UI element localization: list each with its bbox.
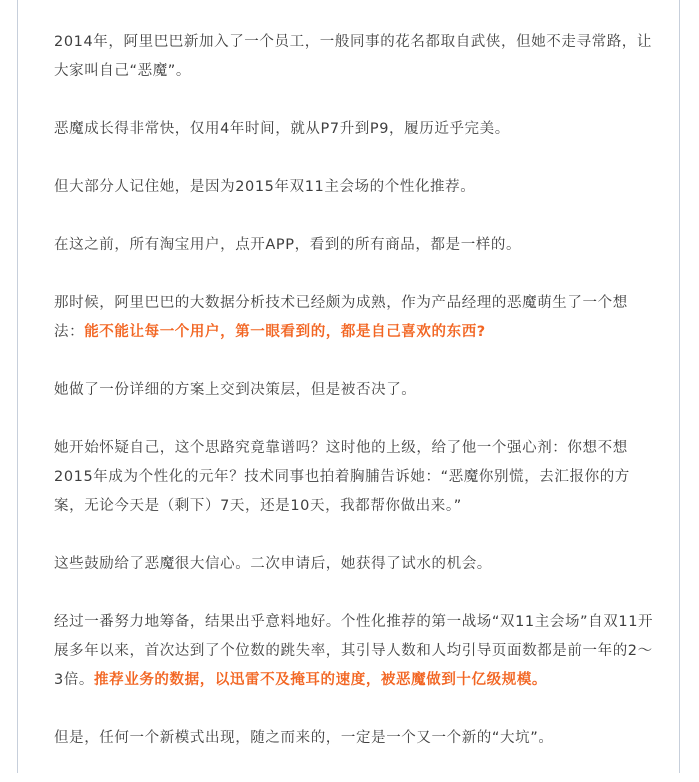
paragraph-text: 她开始怀疑自己，这个思路究竟靠谱吗？这时他的上级，给了他一个强心剂：你想不想2015年成为个性化的元年？技术同事也拍着胸脯告诉她：“恶魔你别慌，去汇报你的方案，无论今天是（剩下）7天，还是10天，我都帮你做出来。” — [54, 440, 630, 514]
highlighted-text: 推荐业务的数据，以迅雷不及掩耳的速度，被恶魔做到十亿级规模。 — [94, 672, 548, 688]
paragraph-text: 但大部分人记住她，是因为2015年双11主会场的个性化推荐。 — [54, 179, 476, 195]
paragraph-text: 2014年，阿里巴巴新加入了一个员工，一般同事的花名都取自武侠，但她不走寻常路，让大家叫自己“恶魔”。 — [54, 34, 652, 79]
paragraph-text: 恶魔成长得非常快，仅用4年时间，就从P7升到P9，履历近乎完美。 — [54, 121, 510, 137]
paragraph-8 — [54, 550, 654, 579]
paragraph-text: 那时候，阿里巴巴的大数据分析技术已经颇为成熟，作为产品经理的恶魔萌生了一个想法： — [54, 295, 628, 340]
paragraph-1 — [54, 28, 654, 86]
paragraph-text: 在这之前，所有淘宝用户，点开APP，看到的所有商品，都是一样的。 — [54, 237, 522, 253]
paragraph-5 — [54, 289, 654, 347]
paragraph-3 — [54, 173, 654, 202]
highlighted-text: 能不能让每一个用户，第一眼看到的，都是自己喜欢的东西? — [84, 324, 486, 340]
paragraph-text: 她做了一份详细的方案上交到决策层，但是被否决了。 — [54, 382, 417, 398]
paragraph-7 — [54, 434, 654, 521]
paragraph-9 — [54, 608, 654, 695]
paragraph-2 — [54, 115, 654, 144]
article-body — [54, 28, 654, 782]
paragraph-text: 经过一番努力地筹备，结果出乎意料地好。个性化推荐的第一战场“双11主会场”自双11开展多年以来，首次达到了个位数的跳失率，其引导人数和人均引导页面数都是前一年的2～3倍。 — [54, 614, 654, 688]
paragraph-text: 这些鼓励给了恶魔很大信心。二次申请后，她获得了试水的机会。 — [54, 556, 492, 572]
paragraph-6 — [54, 376, 654, 405]
paragraph-text: 但是，任何一个新模式出现，随之而来的，一定是一个又一个新的“大坑”。 — [54, 730, 554, 746]
paragraph-4 — [54, 231, 654, 260]
paragraph-10 — [54, 724, 654, 753]
